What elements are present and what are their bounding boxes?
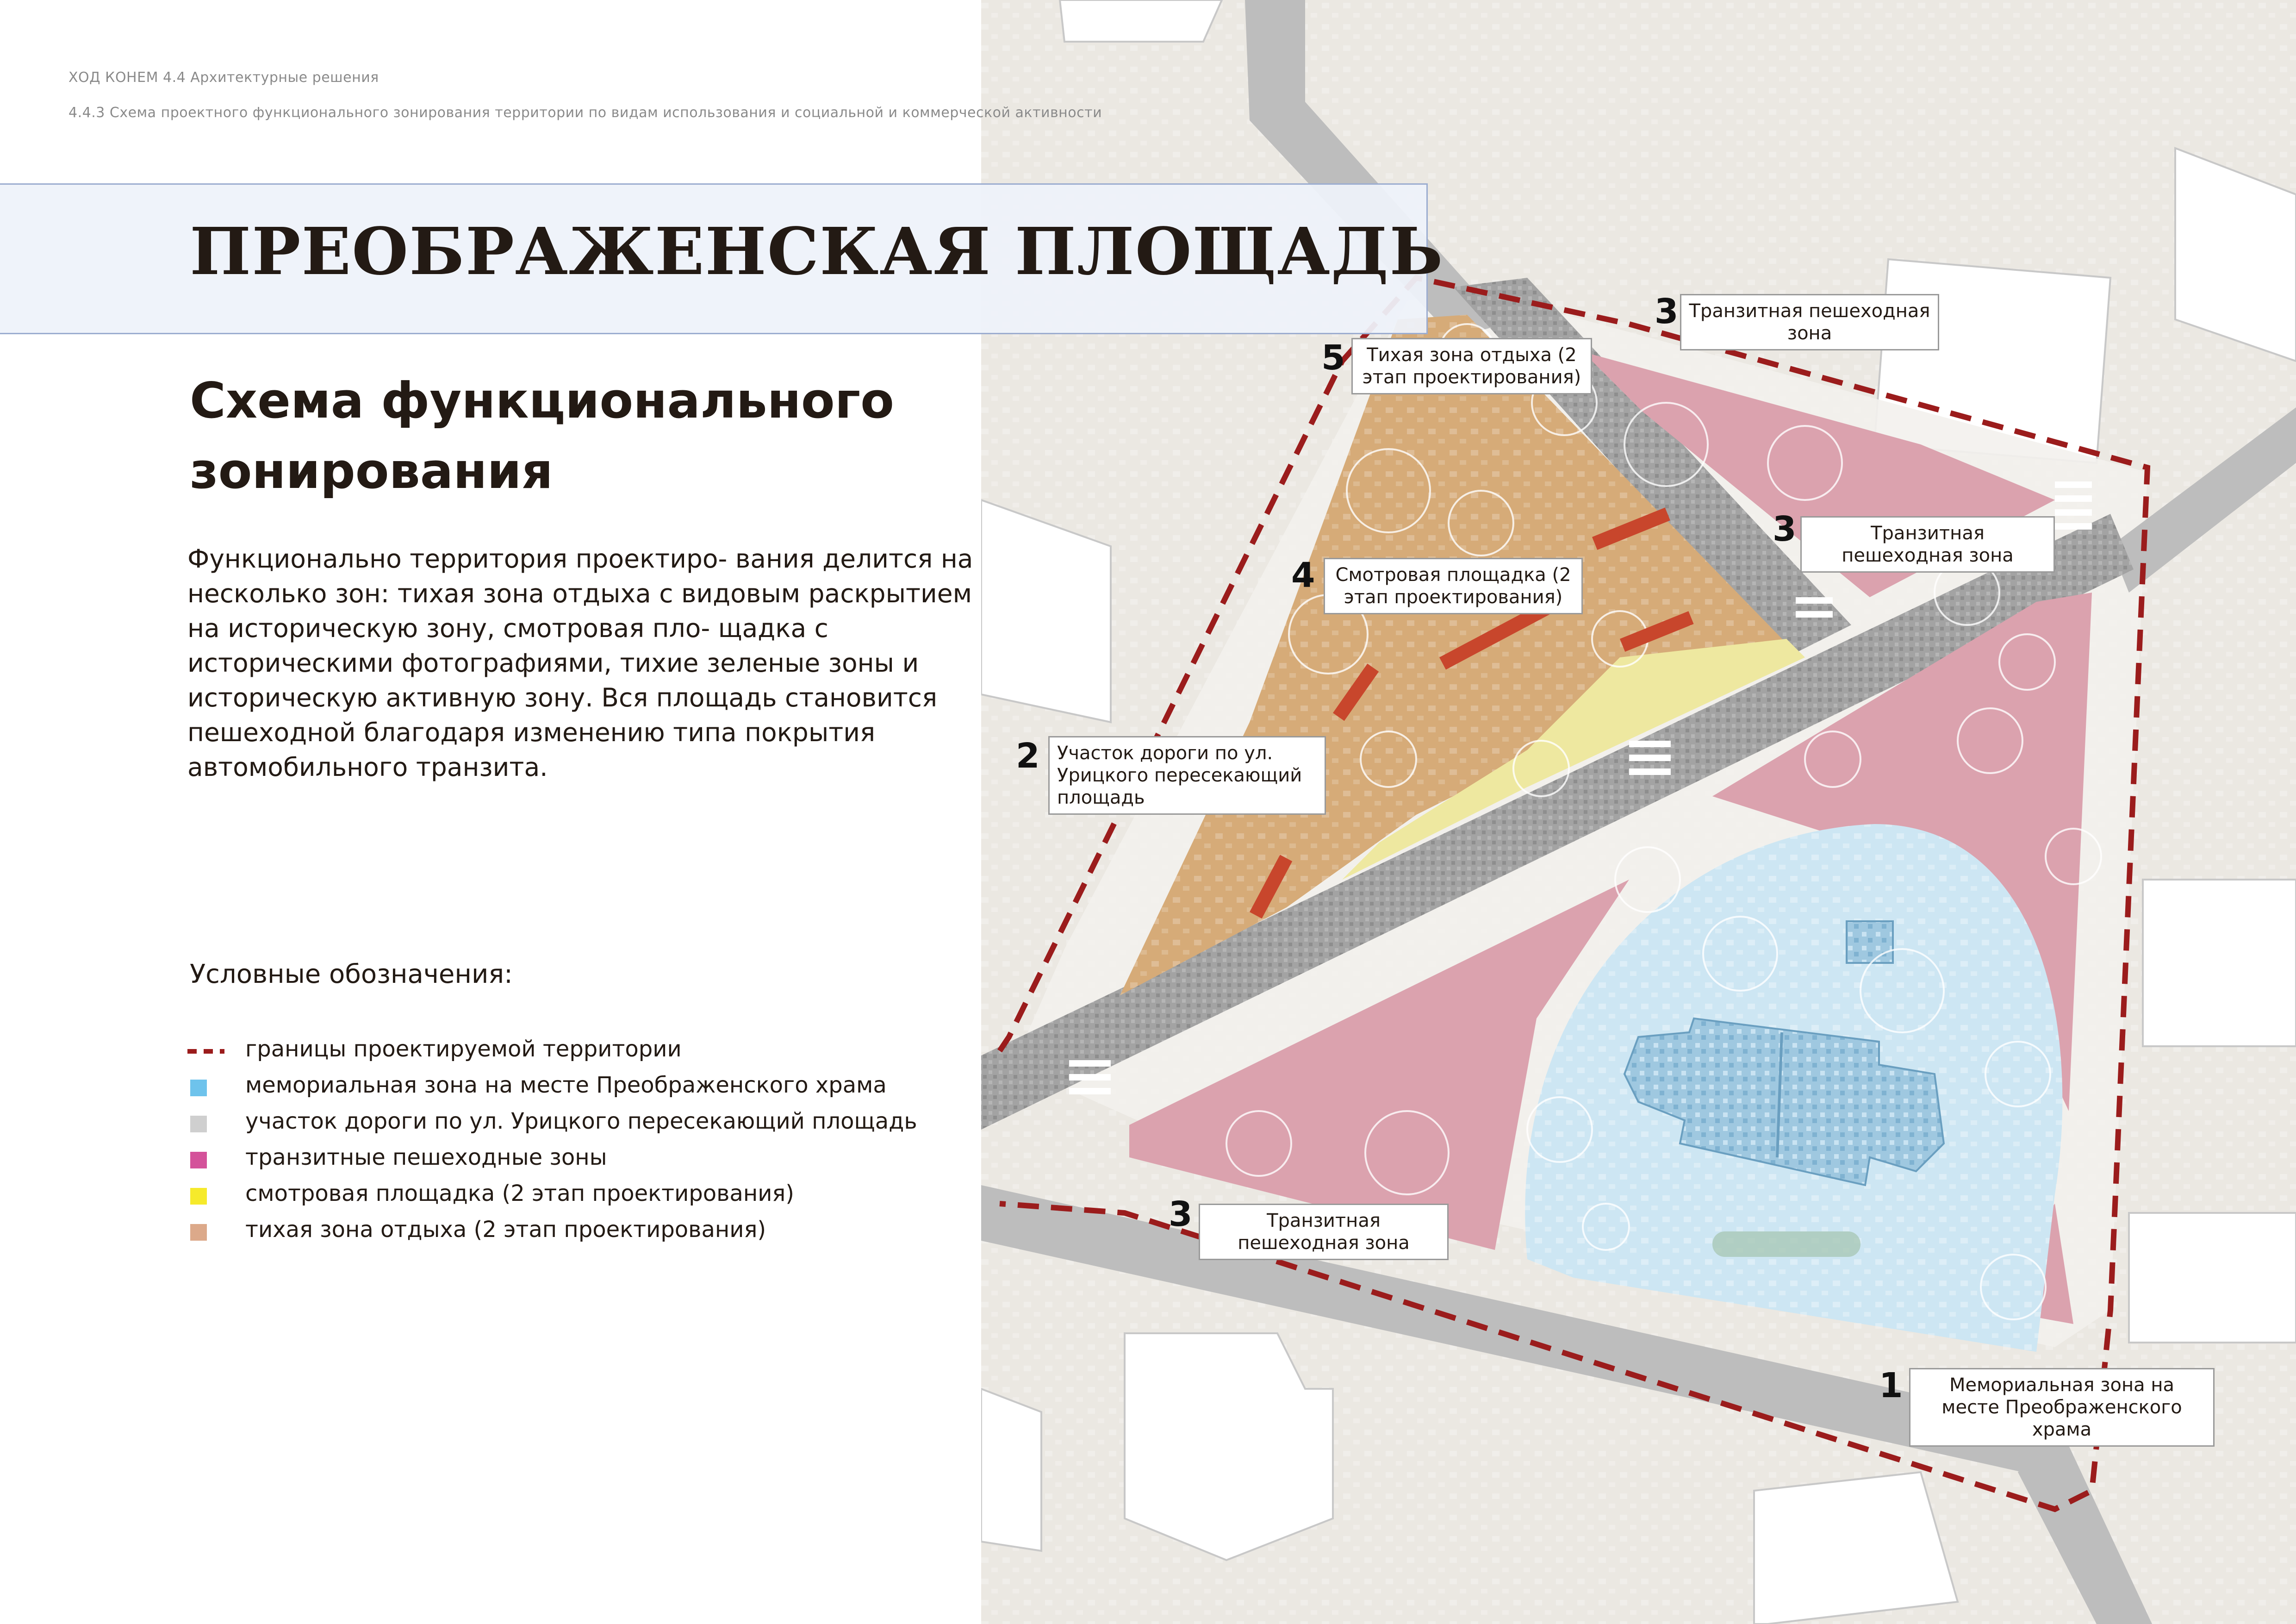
breadcrumb-section: ХОД КОНЕМ 4.4 Архитектурные решения [68,69,379,86]
legend-item-transit [187,1145,983,1169]
swatch-icon [190,1188,207,1205]
callout-number-5: 5 [1321,338,1345,378]
callout-number-4: 4 [1291,556,1315,595]
legend-label: участок дороги по ул. Урицкого пересекающий площадь [245,1108,917,1134]
legend [187,1037,983,1254]
callout-memorial-zone: Мемориальная зона на месте Преображенского храма [1909,1368,2215,1447]
swatch-icon [190,1116,207,1132]
breadcrumb-subsection: 4.4.3 Схема проектного функционального зонирования территории по видам использования и социальной и коммерческой активности [68,105,1102,121]
legend-item-viewpoint [187,1181,983,1206]
callout-transit-southwest: Транзитная пешеходная зона [1199,1204,1449,1260]
legend-label: транзитные пешеходные зоны [245,1144,607,1170]
callout-quiet-zone: Тихая зона отдыха (2 этап проектирования) [1351,338,1592,394]
page-title: ПРЕОБРАЖЕНСКАЯ ПЛОЩАДЬ [190,214,1444,290]
section-subtitle: Схема функционального зонирования [190,372,894,500]
callout-number-3: 3 [1655,292,1679,331]
legend-item-memorial [187,1073,983,1097]
swatch-icon [190,1080,207,1096]
callout-number-3: 3 [1773,509,1797,549]
legend-item-quiet [187,1218,983,1242]
callout-viewpoint: Смотровая площадка (2 этап проектирования) [1324,558,1583,614]
legend-label: мемориальная зона на месте Преображенского храма [245,1072,887,1098]
legend-label: тихая зона отдыха (2 этап проектирования) [245,1217,766,1243]
swatch-icon [190,1152,207,1168]
dashed-line-icon [187,1049,224,1054]
legend-item-road [187,1109,983,1133]
description-text: Функционально территория проектиро- вания делится на несколько зон: тихая зона отдыха с видовым раскрытием на историческую зону, смотровая пло- щадка с историческими фотографиями, тихие зеленые зоны и историческую активную зону. Вся площадь становится пешеходной благодаря изменению типа покрытия автомобильного транзита. [187,544,973,782]
callout-transit-east: Транзитная пешеходная зона [1800,516,2055,573]
callout-number-2: 2 [1016,736,1040,776]
legend-label: границы проектируемой территории [245,1036,682,1062]
legend-label: смотровая площадка (2 этап проектирования) [245,1181,795,1206]
callout-number-3: 3 [1169,1194,1193,1234]
legend-title: Условные обозначения: [190,959,513,989]
swatch-icon [190,1224,207,1241]
legend-item-boundary [187,1037,983,1061]
callout-road-section: Участок дороги по ул. Урицкого пересекающий площадь [1048,736,1326,815]
callout-number-1: 1 [1879,1366,1903,1405]
callout-transit-north: Транзитная пешеходная зона [1680,294,1939,350]
